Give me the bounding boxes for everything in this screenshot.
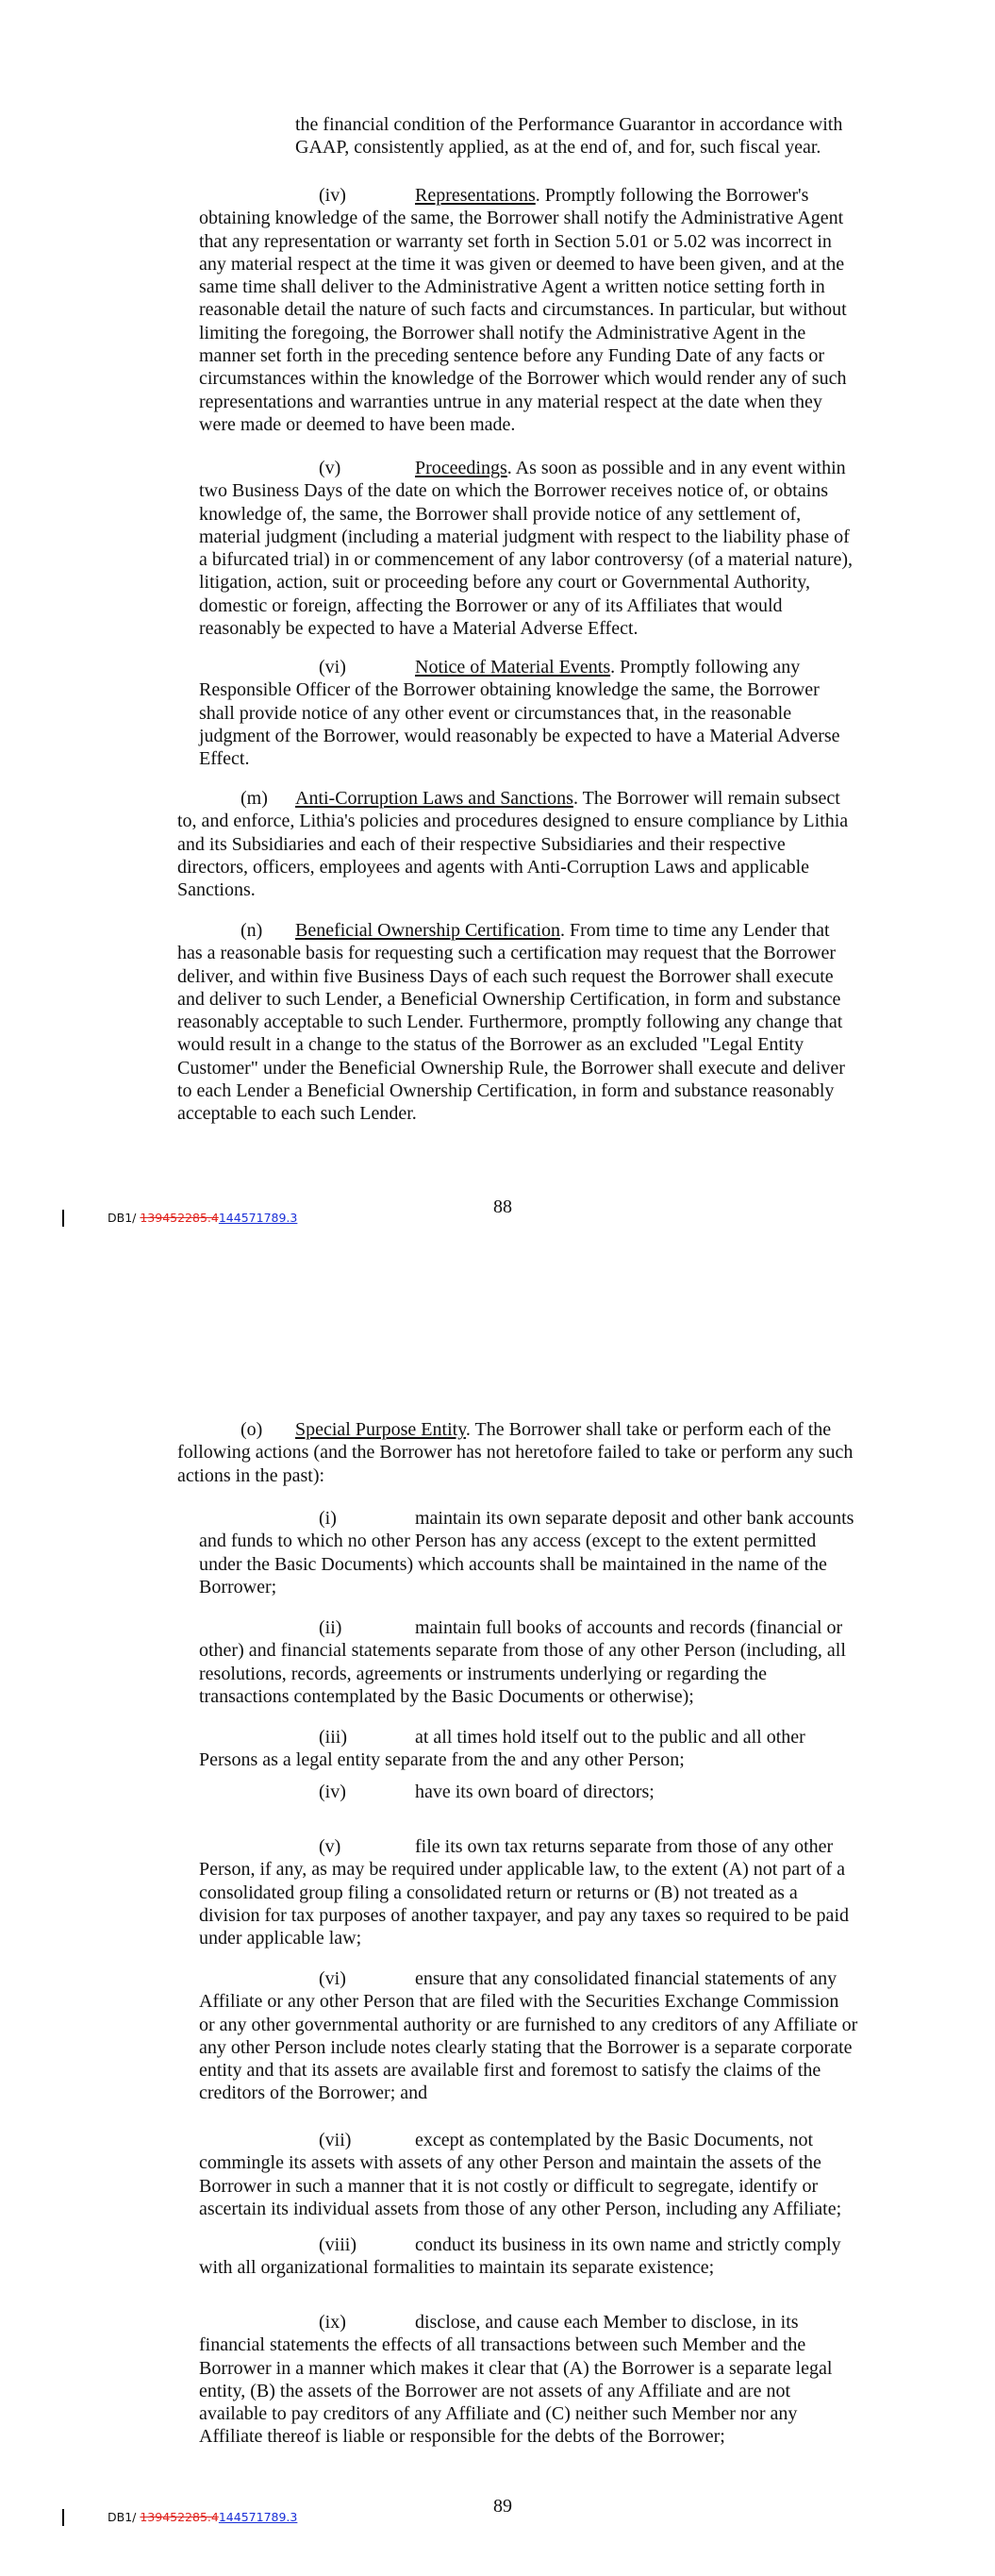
paragraph-first-line (0, 457, 995, 479)
paragraph-line: with all organizational formalities to maintain its separate existence; (199, 2257, 715, 2279)
paragraph-line: division for tax purposes of another taxpayer, and pay any taxes so required to be paid (199, 1904, 849, 1926)
paragraph-line: obtaining knowledge of the same, the Borrower shall notify the Administrative Agent (199, 208, 844, 229)
paragraph (0, 919, 995, 1126)
paragraph-first-line (0, 787, 995, 810)
page-number: 89 (493, 2496, 512, 2517)
paragraph-line: transactions contemplated by the Basic Documents or otherwise); (199, 1685, 694, 1707)
first-line-rest: . From time to time any Lender that (560, 920, 830, 941)
first-line-text (415, 457, 846, 479)
paragraph-line: that any representation or warranty set forth in Section 5.01 or 5.02 was incorrect in (199, 230, 832, 252)
first-line-rest: have its own board of directors; (415, 1781, 655, 1802)
paragraph (0, 787, 995, 901)
paragraph-line: same time shall deliver to the Administrative Agent a written notice setting forth in (199, 276, 825, 298)
paragraph-label: (viii) (319, 2234, 357, 2255)
paragraph-line: a bifurcated trial) in or commencement of any labor controversy (of a material nature), (199, 549, 854, 571)
section-heading: Representations (415, 185, 536, 206)
paragraph-line: Person, if any, as may be required under applicable law, to the extent (A) not part of a (199, 1859, 845, 1881)
paragraph-line: reasonably acceptable to such Lender. Furthermore, promptly following any change that (177, 1012, 843, 1033)
paragraph-line: actions in the past): (177, 1464, 325, 1486)
first-line-text (415, 1507, 854, 1530)
paragraph-label: (vi) (319, 1968, 346, 1989)
first-line-rest: . Promptly following any (610, 657, 801, 677)
paragraph-label: (n) (240, 920, 263, 941)
paragraph-line: Responsible Officer of the Borrower obtaining knowledge the same, the Borrower (199, 679, 820, 701)
paragraph-line: limiting the foregoing, the Borrower shall notify the Administrative Agent in the (199, 322, 806, 343)
paragraph-line: creditors of the Borrower; and (199, 2083, 428, 2104)
paragraph-label: (v) (319, 458, 341, 478)
paragraph (0, 1616, 995, 1708)
paragraph (0, 2311, 995, 2449)
deleted-document-id: 139452285.4 (140, 2510, 219, 2524)
paragraph-first-line (0, 184, 995, 207)
paragraph (0, 656, 995, 770)
paragraph-line: and deliver to such Lender, a Beneficial Ownership Certification, in form and substance (177, 988, 841, 1010)
paragraph-line: litigation, action, suit or proceeding before any court or Governmental Authority, (199, 572, 810, 594)
first-line-text (415, 1726, 805, 1748)
paragraph-line: resolutions, records, agreements or instruments underlying or regarding the (199, 1663, 768, 1684)
first-line-text (415, 2311, 799, 2333)
paragraph (0, 1418, 995, 1487)
first-line-text (295, 113, 842, 136)
paragraph (0, 2233, 995, 2280)
paragraph-line: under the Basic Documents) which accounts shall be maintained in the name of the (199, 1553, 827, 1575)
page-number: 88 (493, 1196, 512, 1217)
paragraph-label: (iv) (319, 185, 346, 206)
paragraph-label: (iii) (319, 1727, 347, 1748)
paragraph-line: Customer" under the Beneficial Ownership Rule, the Borrower shall execute and deliver (177, 1057, 845, 1079)
paragraph (0, 1507, 995, 1598)
paragraph-first-line (0, 2233, 995, 2256)
paragraph-line: Borrower in a manner which makes it clear that (A) the Borrower is a separate legal (199, 2357, 833, 2379)
paragraph-line: entity, (B) the assets of the Borrower are not assets of any Affiliate and are not (199, 2380, 791, 2401)
first-line-text (295, 1418, 831, 1441)
paragraph-line: two Business Days of the date on which the Borrower receives notice of, or obtains (199, 480, 829, 502)
paragraph-label: (m) (240, 788, 268, 809)
paragraph-first-line (0, 2311, 995, 2333)
section-heading: Special Purpose Entity (295, 1419, 466, 1440)
paragraph-first-line (0, 1726, 995, 1748)
first-line-rest: . As soon as possible and in any event within (506, 458, 846, 478)
first-line-rest: maintain its own separate deposit and other bank accounts (415, 1508, 854, 1529)
paragraph (0, 184, 995, 436)
first-line-rest: disclose, and cause each Member to disclose, in its (415, 2312, 799, 2333)
paragraph-line: deliver, and within five Business Days of each such request the Borrower shall execute (177, 965, 834, 987)
first-line-text (415, 1616, 842, 1639)
first-line-text (415, 1967, 837, 1990)
paragraph-label: (ii) (319, 1617, 342, 1638)
paragraph-first-line (0, 1507, 995, 1530)
first-line-text (415, 1781, 655, 1803)
paragraph-first-line (0, 656, 995, 678)
first-line-text (295, 787, 840, 810)
paragraph-first-line (0, 1418, 995, 1441)
paragraph-line: has a reasonable basis for requesting such a certification may request that the Borrower (177, 943, 837, 964)
section-heading: Proceedings (415, 458, 507, 478)
paragraph-first-line (0, 113, 995, 136)
paragraph-line: consolidated group filing a consolidated return or returns or (B) not treated as a (199, 1882, 798, 1903)
paragraph-first-line (0, 919, 995, 942)
paragraph (0, 457, 995, 640)
section-heading: Notice of Material Events (415, 657, 611, 677)
paragraph-line: reasonable detail the nature of such facts and circumstances. In particular, but without (199, 299, 847, 321)
paragraph-line: or any other governmental authority or are furnished to any creditors of any Affiliate or (199, 2014, 858, 2035)
paragraph-line: Affiliate thereof is liable or responsible for the debts of the Borrower; (199, 2426, 725, 2448)
first-line-rest: . The Borrower will remain subsect (572, 788, 840, 809)
paragraph (0, 1835, 995, 1949)
paragraph-line: knowledge of, the same, the Borrower shall provide notice of any settlement of, (199, 503, 802, 525)
first-line-rest: the financial condition of the Performance Guarantor in accordance with (295, 114, 843, 135)
document-id-prefix: DB1/ (108, 2510, 141, 2524)
paragraph-line: GAAP, consistently applied, as at the end of, and for, such fiscal year. (295, 137, 821, 159)
paragraph (0, 1781, 995, 1803)
paragraph-line: and its Subsidiaries and each of their respective Subsidiaries and their respective (177, 833, 786, 855)
paragraph-line: following actions (and the Borrower has not heretofore failed to take or perform any such (177, 1442, 854, 1464)
paragraph-line: any material respect at the time it was given or deemed to have been given, and at the (199, 253, 845, 275)
first-line-text (295, 919, 830, 942)
paragraph-line: circumstances within the knowledge of the Borrower which would render any of such (199, 368, 847, 390)
paragraph-first-line (0, 1835, 995, 1858)
first-line-text (415, 2233, 841, 2256)
paragraph-line: under applicable law; (199, 1928, 362, 1949)
paragraph-line: to, and enforce, Lithia's policies and procedures designed to ensure compliance by Lithia (177, 811, 849, 832)
paragraph-line: available to pay creditors of any Affiliate and (C) neither such Member nor any (199, 2403, 798, 2425)
paragraph-label: (vii) (319, 2130, 352, 2150)
paragraph-line: manner set forth in the preceding sentence before any Funding Date of any facts or (199, 345, 825, 367)
paragraph-line: representations and warranties untrue in any material respect at the date when they (199, 391, 822, 412)
paragraph-label: (i) (319, 1508, 337, 1529)
first-line-rest: at all times hold itself out to the public and all other (415, 1727, 805, 1748)
paragraph-line: domestic or foreign, affecting the Borrower or any of its Affiliates that would (199, 594, 783, 616)
paragraph-line: entity and that its assets are available first and foremost to satisfy the claims of the (199, 2060, 821, 2082)
paragraph-line: to each Lender a Beneficial Ownership Certification, in form and substance reasonably (177, 1080, 835, 1102)
first-line-text (415, 184, 808, 207)
paragraph (0, 113, 995, 159)
paragraph-line: were made or deemed to have been made. (199, 413, 516, 435)
first-line-rest: . The Borrower shall take or perform each of the (465, 1419, 832, 1440)
section-heading: Anti-Corruption Laws and Sanctions (295, 788, 573, 809)
first-line-text (415, 1835, 833, 1858)
paragraph-line: judgment of the Borrower, would reasonably be expected to have a Material Adverse (199, 725, 840, 746)
first-line-rest: maintain full books of accounts and records (financial or (415, 1617, 843, 1638)
paragraph-line: Effect. (199, 748, 250, 770)
paragraph-line: Borrower in such a manner that it is not costly or difficult to segregate, identify or (199, 2175, 819, 2197)
paragraph-label: (o) (240, 1419, 263, 1440)
paragraph-line: shall provide notice of any other event or circumstances that, in the reasonable (199, 702, 792, 724)
paragraph-line: commingle its assets with assets of any other Person and maintain the assets of the (199, 2152, 821, 2174)
paragraph-label: (iv) (319, 1781, 346, 1802)
paragraph-first-line (0, 1781, 995, 1803)
section-heading: Beneficial Ownership Certification (295, 920, 561, 941)
first-line-text (415, 656, 800, 678)
first-line-rest: except as contemplated by the Basic Documents, not (415, 2130, 814, 2150)
deleted-document-id: 139452285.4 (140, 1211, 219, 1225)
paragraph (0, 1726, 995, 1772)
paragraph-line: Persons as a legal entity separate from the and any other Person; (199, 1749, 685, 1771)
inserted-document-id: 144571789.3 (218, 1211, 298, 1225)
paragraph-line: material judgment (including a material judgment with respect to the liability phase of (199, 526, 850, 547)
paragraph-first-line (0, 2129, 995, 2151)
first-line-text (415, 2129, 813, 2151)
paragraph (0, 2129, 995, 2220)
paragraph-label: (ix) (319, 2312, 346, 2333)
paragraph-first-line (0, 1967, 995, 1990)
paragraph-line: directors, officers, employees and agents with Anti-Corruption Laws and applicable (177, 856, 809, 878)
paragraph-line: other) and financial statements separate from those of any other Person (including, all (199, 1640, 846, 1662)
first-line-rest: file its own tax returns separate from those of any other (415, 1836, 834, 1857)
inserted-document-id: 144571789.3 (218, 2510, 298, 2524)
paragraph-line: financial statements the effects of all transactions between such Member and the (199, 2334, 806, 2356)
document-id-prefix: DB1/ (108, 1211, 141, 1225)
first-line-rest: ensure that any consolidated financial statements of any (415, 1968, 837, 1989)
paragraph-line: Sanctions. (177, 879, 256, 901)
paragraph-label: (v) (319, 1836, 341, 1857)
paragraph-line: Borrower; (199, 1576, 277, 1597)
paragraph-line: any other Person include notes clearly stating that the Borrower is a separate corporate (199, 2036, 853, 2058)
paragraph (0, 1967, 995, 2105)
paragraph-first-line (0, 1616, 995, 1639)
first-line-rest: conduct its business in its own name and strictly comply (415, 2234, 841, 2255)
paragraph-line: and funds to which no other Person has any access (except to the extent permitted (199, 1531, 817, 1552)
paragraph-line: would result in a change to the status of the Borrower as an excluded "Legal Entity (177, 1034, 804, 1056)
paragraph-line: reasonably be expected to have a Material Adverse Effect. (199, 618, 638, 640)
paragraph-line: ascertain its individual assets from those of any other Person, including any Affiliate; (199, 2198, 842, 2219)
paragraph-line: Affiliate or any other Person that are filed with the Securities Exchange Commission (199, 1991, 839, 2013)
first-line-rest: . Promptly following the Borrower's (535, 185, 809, 206)
paragraph-label: (vi) (319, 657, 346, 677)
paragraph-line: acceptable to each such Lender. (177, 1103, 417, 1125)
